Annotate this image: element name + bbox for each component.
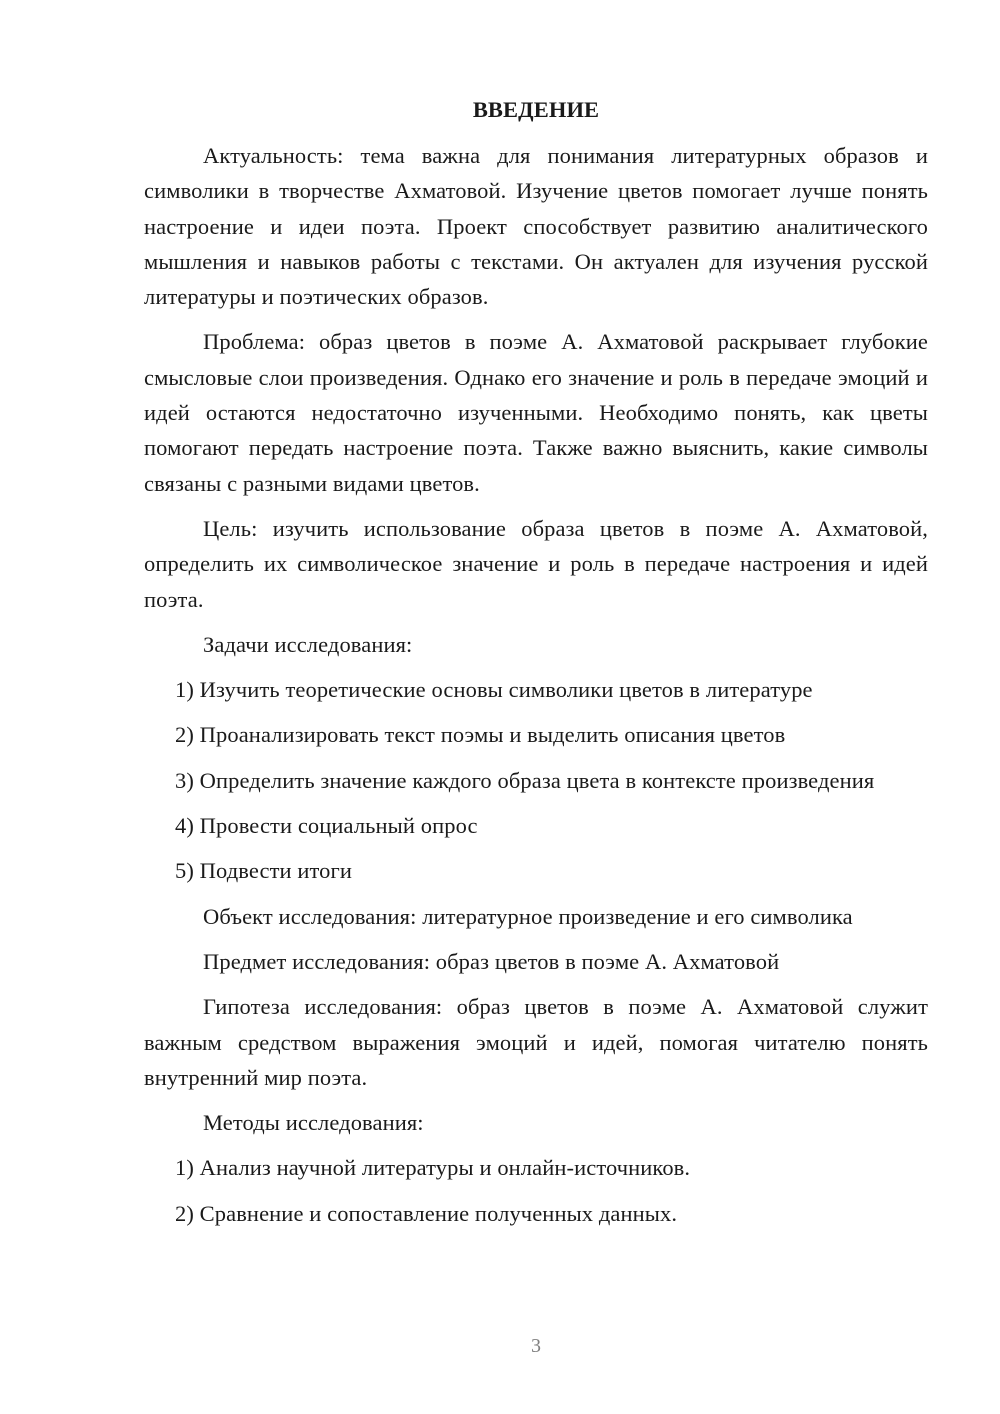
hypothesis-paragraph: Гипотеза исследования: образ цветов в поэме А. Ахматовой служит важным средством выражения эмоций и идей, помогая читателю понять внутренний мир поэта.	[144, 994, 928, 1090]
research-subject: Предмет исследования: образ цветов в поэме А. Ахматовой	[203, 948, 780, 974]
task-item: 5) Подвести итоги	[175, 858, 352, 884]
problem-paragraph: Проблема: образ цветов в поэме А. Ахматовой раскрывает глубокие смысловые слои произведения. Однако его значение и роль в передаче эмоций и идей остаются недостаточно изученными. Необходимо понять, как цветы помогают передать настроение поэта. Также важно выяснить, какие символы связаны с разными видами цветов.	[144, 329, 928, 496]
task-item: 1) Изучить теоретические основы символики цветов в литературе	[175, 677, 813, 703]
goal-paragraph: Цель: изучить использование образа цветов в поэме А. Ахматовой, определить их символическое значение и роль в передаче настроения и идей поэта.	[144, 515, 928, 612]
research-object: Объект исследования: литературное произведение и его символика	[203, 903, 853, 929]
methods-heading: Методы исследования:	[203, 1110, 424, 1136]
task-item: 2) Проанализировать текст поэмы и выделить описания цветов	[175, 722, 786, 748]
task-item: 3) Определить значение каждого образа цвета в контексте произведения	[175, 767, 875, 793]
tasks-heading: Задачи исследования:	[203, 631, 413, 657]
task-item: 4) Провести социальный опрос	[175, 813, 478, 839]
section-title: ВВЕДЕНИЕ	[472, 97, 600, 122]
method-item: 1) Анализ научной литературы и онлайн-источников.	[175, 1155, 691, 1181]
relevance-paragraph: Актуальность: тема важна для понимания литературных образов и символики в творчестве Ахматовой. Изучение цветов помогает лучше понять настроение и идеи поэта. Проект способствует развитию аналитического мышления и навыков работы с текстами. Он актуален для изучения русской литературы и поэтических образов.	[144, 143, 928, 310]
method-item: 2) Сравнение и сопоставление полученных данных.	[175, 1200, 678, 1226]
page-number: 3	[530, 1335, 542, 1357]
page-content	[144, 92, 928, 1241]
